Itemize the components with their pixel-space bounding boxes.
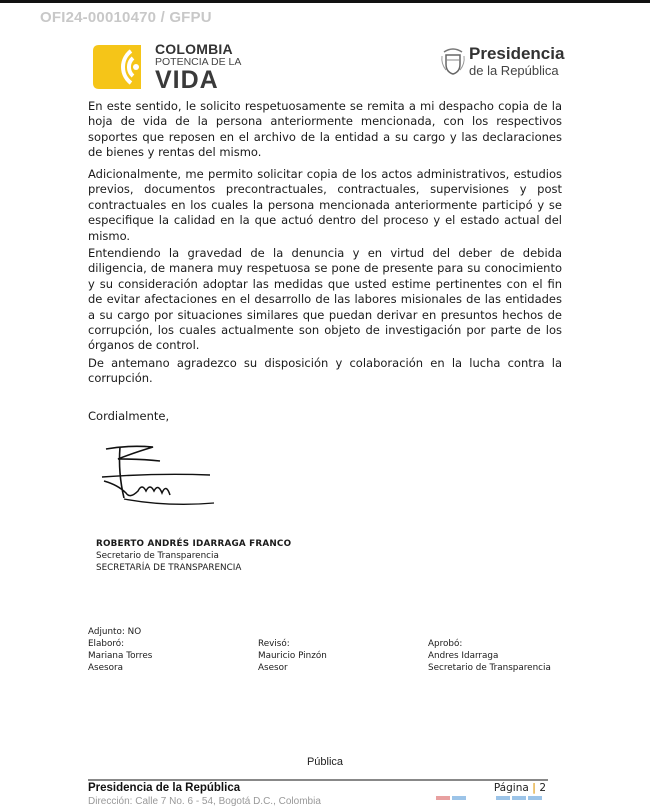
approval-name: Mariana Torres [88,651,153,661]
classification-label: Pública [306,756,344,768]
letter-paragraph: De antemano agradezco su disposición y colaboración en la lucha contra la corrupción. [88,356,562,386]
footer-divider [88,779,548,781]
approval-column-aprobo [428,638,551,674]
approval-role: Secretario de Transparencia [428,663,551,673]
logo-line-potencia: POTENCIA DE LA [155,56,242,68]
logo-line-colombia: COLOMBIA [155,41,233,57]
closing-salutation: Cordialmente, [88,409,170,423]
approval-label: Revisó: [258,639,290,649]
letter-paragraph: En este sentido, le solicito respetuosamente se remita a mi despacho copia de la hoja de vida de la persona anteriormente mencionada, con los respectivos soportes que reposen en el archivo de la entidad a su cargo y las declaraciones de bienes y rentas del mismo. [88,99,562,160]
page-number: 2 [539,782,546,794]
social-icon [512,796,526,800]
signal-waves-icon [93,45,141,89]
approval-label: Elaboró: [88,639,125,649]
social-icon [528,796,542,800]
social-icon [496,796,510,800]
social-icon [436,796,450,800]
signer-name: ROBERTO ANDRÉS IDARRAGA FRANCO [96,539,292,549]
footer-address: Dirección: Calle 7 No. 6 - 54, Bogotá D.C., Colombia [88,796,321,807]
colombia-potencia-logo [93,42,243,92]
document-approvals [88,626,568,673]
logo-line-vida: VIDA [155,66,219,94]
page-top-border [0,0,650,3]
logo-line-presidencia: Presidencia [469,44,565,63]
page-label: Página [493,782,529,794]
approval-role: Asesora [88,663,123,673]
coat-of-arms-icon [440,46,466,76]
letter-paragraph: Adicionalmente, me permito solicitar copia de los actos administrativos, estudios previos, documentos precontractuales, contractuales, supervisiones y post contractuales en los cuales la persona mencionada anteriormente participó y se especifique la calidad en la que actuó dentro del proceso y el estado actual del mismo. [88,167,562,243]
attachment-note: Adjunto: NO [88,627,142,637]
approval-column-reviso [258,638,327,674]
approval-column-elaboro [88,638,152,674]
page-indicator [482,782,546,794]
handwritten-signature [98,443,223,513]
social-icon [452,796,466,800]
letter-paragraph: Entendiendo la gravedad de la denuncia y en virtud del deber de debida diligencia, de manera muy respetuosa se pone de presente para su conocimiento y su consideración adoptar las medidas que usted estime pertinentes con el fin de evitar afectaciones en el desarrollo de las labores misionales de las entidades a su cargo por situaciones similares que puedan derivar en presuntos hechos de corrupción, los cuales actualmente son objeto de investigación por parte de los órganos de control. [88,246,562,353]
signer-office: SECRETARÍA DE TRANSPARENCIA [96,563,242,573]
approval-name: Andres Idarraga [428,651,499,661]
approval-name: Mauricio Pinzón [258,651,327,661]
presidencia-logo [440,44,570,84]
signer-block [96,538,291,574]
signer-title: Secretario de Transparencia [96,551,219,561]
page-separator: | [532,782,536,794]
approval-label: Aprobó: [428,639,463,649]
footer-organization: Presidencia de la República [88,782,241,794]
filing-number: OFI24-00010470 / GFPU [40,9,212,26]
logo-line-republica: de la República [469,63,559,78]
approval-role: Asesor [258,663,288,673]
